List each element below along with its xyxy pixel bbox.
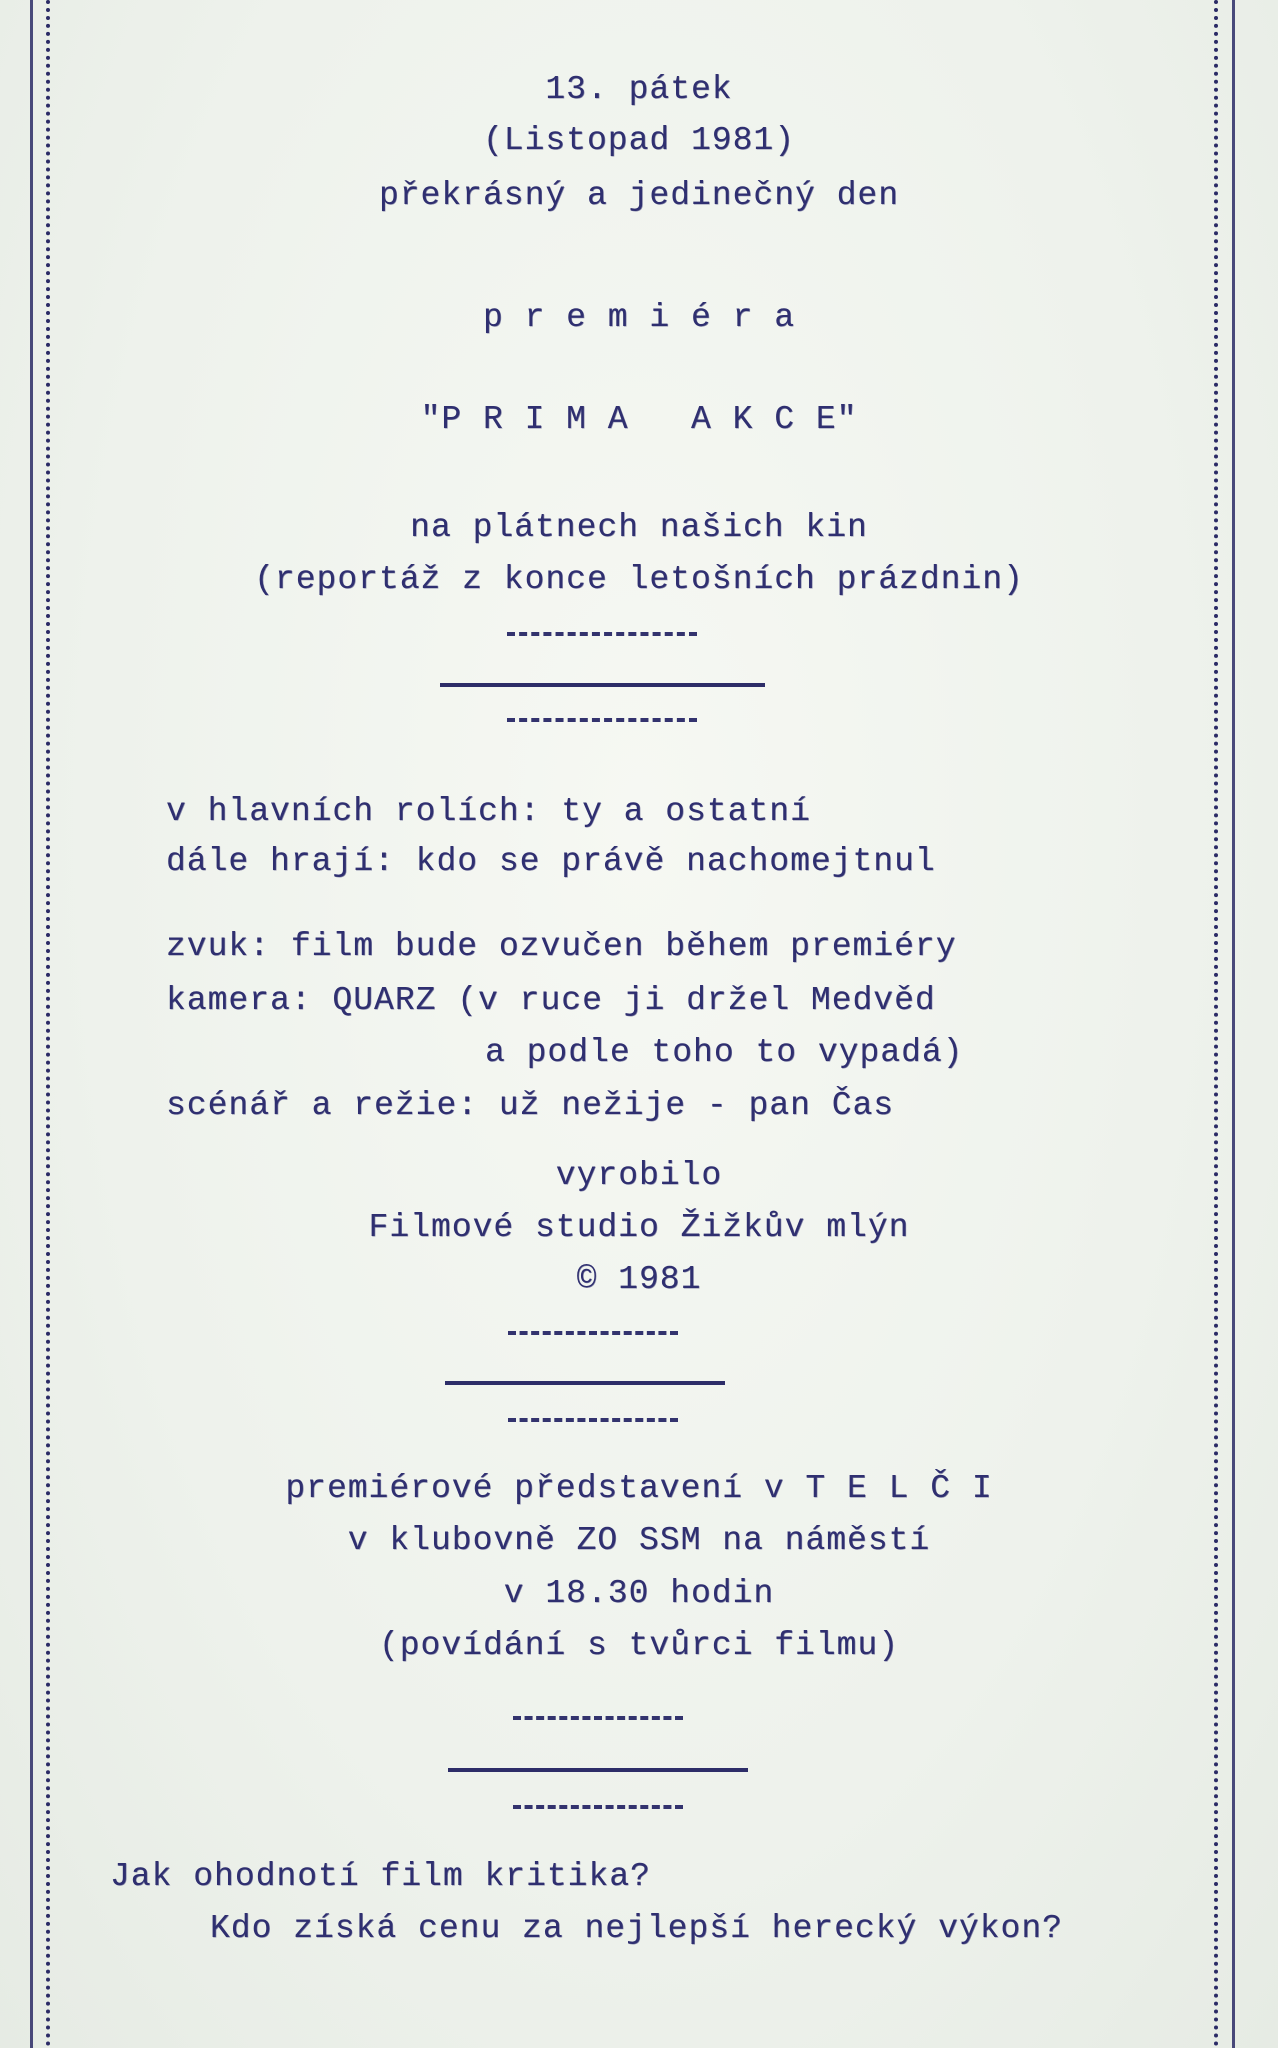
camera-cont-line: a podle toho to vypadá) bbox=[485, 1034, 964, 1071]
separator-solid bbox=[448, 1768, 748, 1772]
studio-name: Filmové studio Žižkův mlýn bbox=[368, 1209, 910, 1246]
talk-line: (povídání s tvůrci filmu) bbox=[378, 1627, 900, 1664]
film-title: "P R I M A A K C E" bbox=[420, 401, 858, 438]
premiere-word: p r e m i é r a bbox=[482, 299, 796, 336]
screen-line: na plátnech našich kin bbox=[410, 509, 868, 546]
question-award: Kdo získá cenu za nejlepší herecký výkon? bbox=[210, 1910, 1063, 1947]
question-critics: Jak ohodnotí film kritika? bbox=[110, 1858, 651, 1895]
venue-line: v klubovně ZO SSM na náměstí bbox=[347, 1522, 931, 1559]
screening-line: premiérové představení v T E L Č I bbox=[285, 1470, 993, 1507]
separator-dashed bbox=[507, 718, 697, 722]
time-line: v 18.30 hodin bbox=[503, 1575, 775, 1612]
separator-dashed bbox=[513, 1716, 683, 1720]
sound-line: zvuk: film bude ozvučen během premiéry bbox=[166, 928, 957, 965]
also-line: dále hrají: kdo se právě nachomejtnul bbox=[166, 843, 936, 880]
separator-dashed bbox=[513, 1805, 683, 1809]
separator-solid bbox=[445, 1381, 725, 1385]
date-line: 13. pátek bbox=[545, 71, 733, 108]
report-line: (reportáž z konce letošních prázdnin) bbox=[254, 561, 1024, 598]
roles-line: v hlavních rolích: ty a ostatní bbox=[166, 793, 811, 830]
copyright-line: © 1981 bbox=[576, 1261, 702, 1298]
script-line: scénář a režie: už nežije - pan Čas bbox=[166, 1087, 895, 1124]
produced-by: vyrobilo bbox=[555, 1157, 723, 1194]
separator-solid bbox=[440, 683, 765, 687]
month-line: (Listopad 1981) bbox=[482, 122, 796, 159]
separator-dashed bbox=[507, 632, 697, 636]
subtitle-line: překrásný a jedinečný den bbox=[378, 177, 900, 214]
camera-line: kamera: QUARZ (v ruce ji držel Medvěd bbox=[166, 982, 936, 1019]
separator-dashed bbox=[508, 1331, 678, 1335]
separator-dashed bbox=[508, 1418, 678, 1422]
